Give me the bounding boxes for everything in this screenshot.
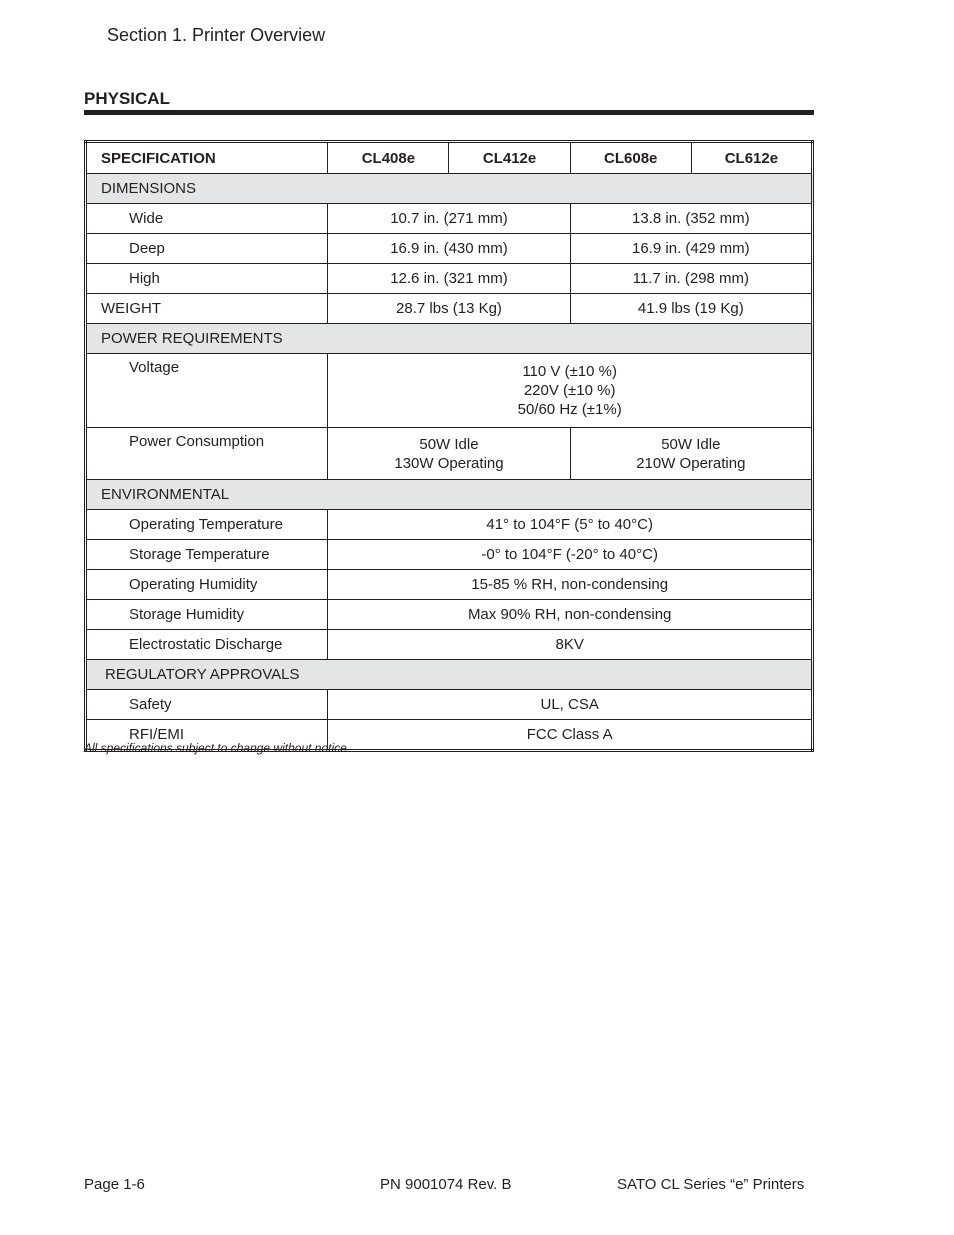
table-row: [86, 540, 813, 570]
heading-rule: [84, 110, 814, 115]
consumption-line: 210W Operating: [636, 454, 746, 472]
voltage-value: [328, 354, 813, 428]
specifications-table: [84, 140, 814, 752]
row-value: UL, CSA: [328, 690, 813, 720]
row-label: Safety: [86, 690, 328, 720]
row-label: Deep: [86, 234, 328, 264]
row-label: Operating Humidity: [86, 570, 328, 600]
voltage-line: 50/60 Hz (±1%): [517, 401, 622, 418]
header-specification: SPECIFICATION: [86, 142, 328, 174]
table-row: [86, 294, 813, 324]
cl6-value: 13.8 in. (352 mm): [570, 204, 812, 234]
row-label: Power Consumption: [86, 428, 328, 480]
section-row-regulatory: [86, 660, 813, 690]
section-row-environmental: [86, 480, 813, 510]
table-row: [86, 428, 813, 480]
cl6-value: 11.7 in. (298 mm): [570, 264, 812, 294]
cl4-value: 12.6 in. (321 mm): [328, 264, 570, 294]
cl4-value: 10.7 in. (271 mm): [328, 204, 570, 234]
row-label: Operating Temperature: [86, 510, 328, 540]
section-row-power: [86, 324, 813, 354]
row-label: High: [86, 264, 328, 294]
row-value: 41° to 104°F (5° to 40°C): [328, 510, 813, 540]
cl6-value: 16.9 in. (429 mm): [570, 234, 812, 264]
row-value: 8KV: [328, 630, 813, 660]
table-row: [86, 570, 813, 600]
page-heading: PHYSICAL: [84, 89, 170, 108]
disclaimer-note: All specifications subject to change without notice.: [84, 741, 351, 755]
row-value: Max 90% RH, non-condensing: [328, 600, 813, 630]
row-label: Storage Temperature: [86, 540, 328, 570]
table-row: [86, 264, 813, 294]
cl4-value: [328, 428, 570, 480]
table-row: [86, 204, 813, 234]
table-row: [86, 630, 813, 660]
footer-page-number: Page 1-6: [84, 1176, 145, 1193]
header-cl412e: CL412e: [449, 142, 570, 174]
consumption-line: 50W Idle: [419, 435, 479, 453]
footer-document-title: SATO CL Series “e” Printers: [617, 1176, 805, 1193]
cl6-value: [570, 428, 812, 480]
voltage-line: 110 V (±10 %): [522, 363, 617, 380]
table-row: [86, 510, 813, 540]
row-label: Wide: [86, 204, 328, 234]
consumption-line: 50W Idle: [661, 435, 721, 453]
consumption-line: 130W Operating: [394, 454, 504, 472]
section-label: REGULATORY APPROVALS: [86, 660, 813, 690]
row-value: FCC Class A: [328, 720, 813, 751]
table-row: [86, 234, 813, 264]
table-row: [86, 690, 813, 720]
row-label: Voltage: [86, 354, 328, 428]
header-cl612e: CL612e: [691, 142, 812, 174]
table-header-row: [86, 142, 813, 174]
section-label: POWER REQUIREMENTS: [86, 324, 813, 354]
row-label: Electrostatic Discharge: [86, 630, 328, 660]
footer-part-number: PN 9001074 Rev. B: [380, 1176, 512, 1193]
section-label: DIMENSIONS: [86, 174, 813, 204]
cl4-value: 28.7 lbs (13 Kg): [328, 294, 570, 324]
cl6-value: 41.9 lbs (19 Kg): [570, 294, 812, 324]
voltage-line: 220V (±10 %): [523, 382, 616, 399]
section-header: Section 1. Printer Overview: [107, 25, 326, 45]
section-label: ENVIRONMENTAL: [86, 480, 813, 510]
cl4-value: 16.9 in. (430 mm): [328, 234, 570, 264]
row-label: Storage Humidity: [86, 600, 328, 630]
table-row: [86, 354, 813, 428]
section-row-dimensions: [86, 174, 813, 204]
row-label: RFI/EMI: [86, 720, 328, 751]
table-row: [86, 600, 813, 630]
row-value: 15-85 % RH, non-condensing: [328, 570, 813, 600]
row-value: -0° to 104°F (-20° to 40°C): [328, 540, 813, 570]
header-cl408e: CL408e: [328, 142, 449, 174]
header-cl608e: CL608e: [570, 142, 691, 174]
row-label: WEIGHT: [86, 294, 328, 324]
